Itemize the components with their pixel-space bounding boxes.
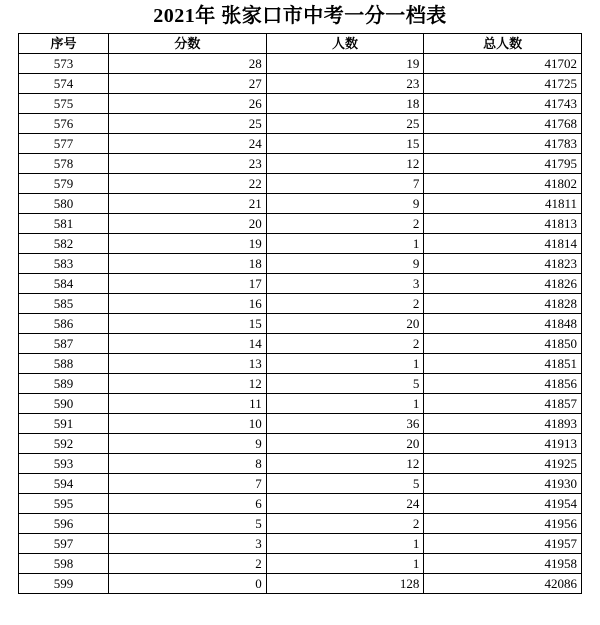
cell-total: 41857 xyxy=(424,394,582,414)
cell-score: 3 xyxy=(109,534,267,554)
cell-seq: 576 xyxy=(19,114,109,134)
score-distribution-table xyxy=(18,33,582,594)
cell-count: 20 xyxy=(266,434,424,454)
cell-score: 2 xyxy=(109,554,267,574)
cell-total: 41957 xyxy=(424,534,582,554)
column-header-count: 人数 xyxy=(266,34,424,54)
cell-score: 0 xyxy=(109,574,267,594)
cell-seq: 598 xyxy=(19,554,109,574)
cell-score: 22 xyxy=(109,174,267,194)
cell-count: 15 xyxy=(266,134,424,154)
cell-seq: 589 xyxy=(19,374,109,394)
table-row xyxy=(19,214,582,234)
cell-seq: 575 xyxy=(19,94,109,114)
cell-total: 41856 xyxy=(424,374,582,394)
table-row xyxy=(19,174,582,194)
table-row xyxy=(19,454,582,474)
cell-seq: 594 xyxy=(19,474,109,494)
cell-total: 41768 xyxy=(424,114,582,134)
cell-seq: 592 xyxy=(19,434,109,454)
cell-score: 17 xyxy=(109,274,267,294)
cell-count: 12 xyxy=(266,154,424,174)
cell-count: 1 xyxy=(266,234,424,254)
cell-count: 20 xyxy=(266,314,424,334)
table-row xyxy=(19,154,582,174)
cell-score: 13 xyxy=(109,354,267,374)
table-row xyxy=(19,314,582,334)
cell-count: 1 xyxy=(266,394,424,414)
cell-count: 128 xyxy=(266,574,424,594)
cell-seq: 580 xyxy=(19,194,109,214)
table-row xyxy=(19,294,582,314)
table-row xyxy=(19,514,582,534)
table-row xyxy=(19,254,582,274)
cell-count: 7 xyxy=(266,174,424,194)
cell-total: 41743 xyxy=(424,94,582,114)
cell-score: 11 xyxy=(109,394,267,414)
cell-score: 28 xyxy=(109,54,267,74)
cell-total: 41913 xyxy=(424,434,582,454)
cell-seq: 574 xyxy=(19,74,109,94)
cell-count: 2 xyxy=(266,294,424,314)
cell-count: 12 xyxy=(266,454,424,474)
cell-seq: 584 xyxy=(19,274,109,294)
table-row xyxy=(19,354,582,374)
cell-seq: 599 xyxy=(19,574,109,594)
cell-seq: 573 xyxy=(19,54,109,74)
cell-count: 3 xyxy=(266,274,424,294)
table-row xyxy=(19,534,582,554)
table-body xyxy=(19,54,582,594)
cell-seq: 582 xyxy=(19,234,109,254)
column-header-seq: 序号 xyxy=(19,34,109,54)
cell-score: 18 xyxy=(109,254,267,274)
cell-total: 41828 xyxy=(424,294,582,314)
cell-score: 5 xyxy=(109,514,267,534)
cell-score: 27 xyxy=(109,74,267,94)
cell-count: 9 xyxy=(266,194,424,214)
cell-total: 41813 xyxy=(424,214,582,234)
cell-seq: 591 xyxy=(19,414,109,434)
cell-total: 41811 xyxy=(424,194,582,214)
cell-total: 41956 xyxy=(424,514,582,534)
cell-score: 23 xyxy=(109,154,267,174)
table-container xyxy=(0,33,600,594)
table-row xyxy=(19,194,582,214)
cell-seq: 596 xyxy=(19,514,109,534)
cell-seq: 578 xyxy=(19,154,109,174)
cell-count: 1 xyxy=(266,534,424,554)
cell-total: 41802 xyxy=(424,174,582,194)
cell-seq: 595 xyxy=(19,494,109,514)
cell-score: 6 xyxy=(109,494,267,514)
cell-total: 42086 xyxy=(424,574,582,594)
cell-count: 25 xyxy=(266,114,424,134)
table-header xyxy=(19,34,582,54)
cell-score: 15 xyxy=(109,314,267,334)
cell-seq: 587 xyxy=(19,334,109,354)
cell-total: 41702 xyxy=(424,54,582,74)
cell-score: 21 xyxy=(109,194,267,214)
cell-total: 41826 xyxy=(424,274,582,294)
cell-score: 8 xyxy=(109,454,267,474)
cell-total: 41814 xyxy=(424,234,582,254)
column-header-total: 总人数 xyxy=(424,34,582,54)
page-title: 2021年 张家口市中考一分一档表 xyxy=(153,5,447,27)
cell-seq: 585 xyxy=(19,294,109,314)
table-row xyxy=(19,74,582,94)
cell-seq: 579 xyxy=(19,174,109,194)
cell-total: 41823 xyxy=(424,254,582,274)
cell-count: 1 xyxy=(266,354,424,374)
cell-count: 2 xyxy=(266,514,424,534)
cell-seq: 586 xyxy=(19,314,109,334)
cell-seq: 590 xyxy=(19,394,109,414)
cell-total: 41893 xyxy=(424,414,582,434)
cell-score: 20 xyxy=(109,214,267,234)
cell-score: 24 xyxy=(109,134,267,154)
table-row xyxy=(19,54,582,74)
cell-score: 14 xyxy=(109,334,267,354)
column-header-score: 分数 xyxy=(109,34,267,54)
cell-seq: 597 xyxy=(19,534,109,554)
table-row xyxy=(19,554,582,574)
cell-count: 9 xyxy=(266,254,424,274)
cell-count: 19 xyxy=(266,54,424,74)
cell-count: 36 xyxy=(266,414,424,434)
cell-score: 10 xyxy=(109,414,267,434)
cell-total: 41925 xyxy=(424,454,582,474)
table-header-row xyxy=(19,34,582,54)
table-row xyxy=(19,334,582,354)
cell-score: 9 xyxy=(109,434,267,454)
cell-total: 41725 xyxy=(424,74,582,94)
cell-score: 7 xyxy=(109,474,267,494)
table-row xyxy=(19,134,582,154)
cell-total: 41848 xyxy=(424,314,582,334)
table-row xyxy=(19,414,582,434)
table-row xyxy=(19,394,582,414)
table-row xyxy=(19,494,582,514)
document-page xyxy=(0,4,600,625)
cell-count: 24 xyxy=(266,494,424,514)
cell-total: 41958 xyxy=(424,554,582,574)
cell-seq: 581 xyxy=(19,214,109,234)
cell-count: 5 xyxy=(266,474,424,494)
cell-seq: 577 xyxy=(19,134,109,154)
cell-count: 1 xyxy=(266,554,424,574)
cell-total: 41783 xyxy=(424,134,582,154)
cell-total: 41930 xyxy=(424,474,582,494)
cell-score: 12 xyxy=(109,374,267,394)
table-row xyxy=(19,94,582,114)
cell-score: 25 xyxy=(109,114,267,134)
cell-count: 2 xyxy=(266,214,424,234)
cell-seq: 588 xyxy=(19,354,109,374)
cell-total: 41850 xyxy=(424,334,582,354)
cell-count: 23 xyxy=(266,74,424,94)
cell-count: 5 xyxy=(266,374,424,394)
table-row xyxy=(19,574,582,594)
table-row xyxy=(19,274,582,294)
cell-count: 18 xyxy=(266,94,424,114)
table-row xyxy=(19,374,582,394)
cell-count: 2 xyxy=(266,334,424,354)
cell-seq: 593 xyxy=(19,454,109,474)
table-row xyxy=(19,234,582,254)
cell-seq: 583 xyxy=(19,254,109,274)
table-row xyxy=(19,474,582,494)
cell-total: 41795 xyxy=(424,154,582,174)
cell-score: 26 xyxy=(109,94,267,114)
table-row xyxy=(19,434,582,454)
cell-total: 41954 xyxy=(424,494,582,514)
table-row xyxy=(19,114,582,134)
cell-total: 41851 xyxy=(424,354,582,374)
cell-score: 16 xyxy=(109,294,267,314)
cell-score: 19 xyxy=(109,234,267,254)
